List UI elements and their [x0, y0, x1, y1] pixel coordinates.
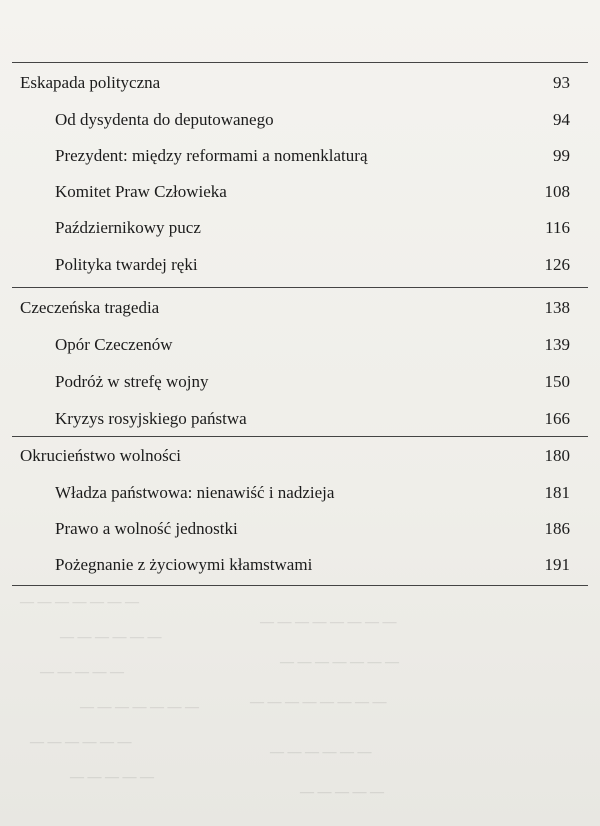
toc-section	[0, 105, 600, 135]
toc-section	[0, 550, 600, 580]
toc-page-number: 191	[544, 555, 570, 574]
toc-chapter	[0, 68, 600, 98]
toc-section	[0, 404, 600, 434]
toc-title: Prezydent: między reformami a nomenklaturą	[55, 146, 368, 165]
toc-title: Czeczeńska tragedia	[20, 298, 160, 317]
toc-title: Okrucieństwo wolności	[20, 446, 182, 465]
toc-section	[0, 478, 600, 508]
toc-section	[0, 367, 600, 397]
toc-page-number: 138	[544, 298, 570, 317]
toc-section	[0, 213, 600, 243]
toc-title: Opór Czeczenów	[55, 335, 173, 354]
top-divider	[12, 62, 588, 63]
toc-title: Październikowy pucz	[55, 218, 201, 237]
chapter-divider	[12, 436, 588, 437]
toc-chapter	[0, 441, 600, 471]
toc-title: Komitet Praw Człowieka	[55, 182, 227, 201]
toc-title: Podróż w strefę wojny	[55, 372, 209, 391]
toc-page-number: 181	[544, 483, 570, 502]
toc-chapter	[0, 293, 600, 323]
toc-section	[0, 330, 600, 360]
chapter-divider	[12, 287, 588, 288]
toc-section	[0, 177, 600, 207]
toc-section	[0, 514, 600, 544]
toc-title: Od dysydenta do deputowanego	[55, 110, 274, 129]
toc-section	[0, 250, 600, 280]
toc-page-number: 186	[544, 519, 570, 538]
toc-page-number: 116	[545, 218, 570, 237]
toc-page-number: 150	[544, 372, 570, 391]
toc-title: Pożegnanie z życiowymi kłamstwami	[55, 555, 313, 574]
toc-page-number: 166	[544, 409, 570, 428]
toc-section	[0, 141, 600, 171]
toc-title: Władza państwowa: nienawiść i nadzieja	[55, 483, 335, 502]
toc-page-number: 93	[553, 73, 570, 92]
toc-page-number: 99	[553, 146, 570, 165]
toc-title: Prawo a wolność jednostki	[55, 519, 238, 538]
show-through-texture: — — — — — — — — — — — — — — — — — — — — — — — — — — — — — — — — — — — — — — — — — — — — — — — — — — — — — — — — — — — — — — — — — — — — — —	[20, 595, 399, 800]
toc-title: Kryzys rosyjskiego państwa	[55, 409, 247, 428]
toc-page-number: 108	[544, 182, 570, 201]
toc-page-number: 126	[544, 255, 570, 274]
toc-page-number: 180	[544, 446, 570, 465]
toc-title: Polityka twardej ręki	[55, 255, 198, 274]
toc-title: Eskapada polityczna	[20, 73, 161, 92]
toc-page-number: 94	[553, 110, 570, 129]
toc-page-number: 139	[544, 335, 570, 354]
